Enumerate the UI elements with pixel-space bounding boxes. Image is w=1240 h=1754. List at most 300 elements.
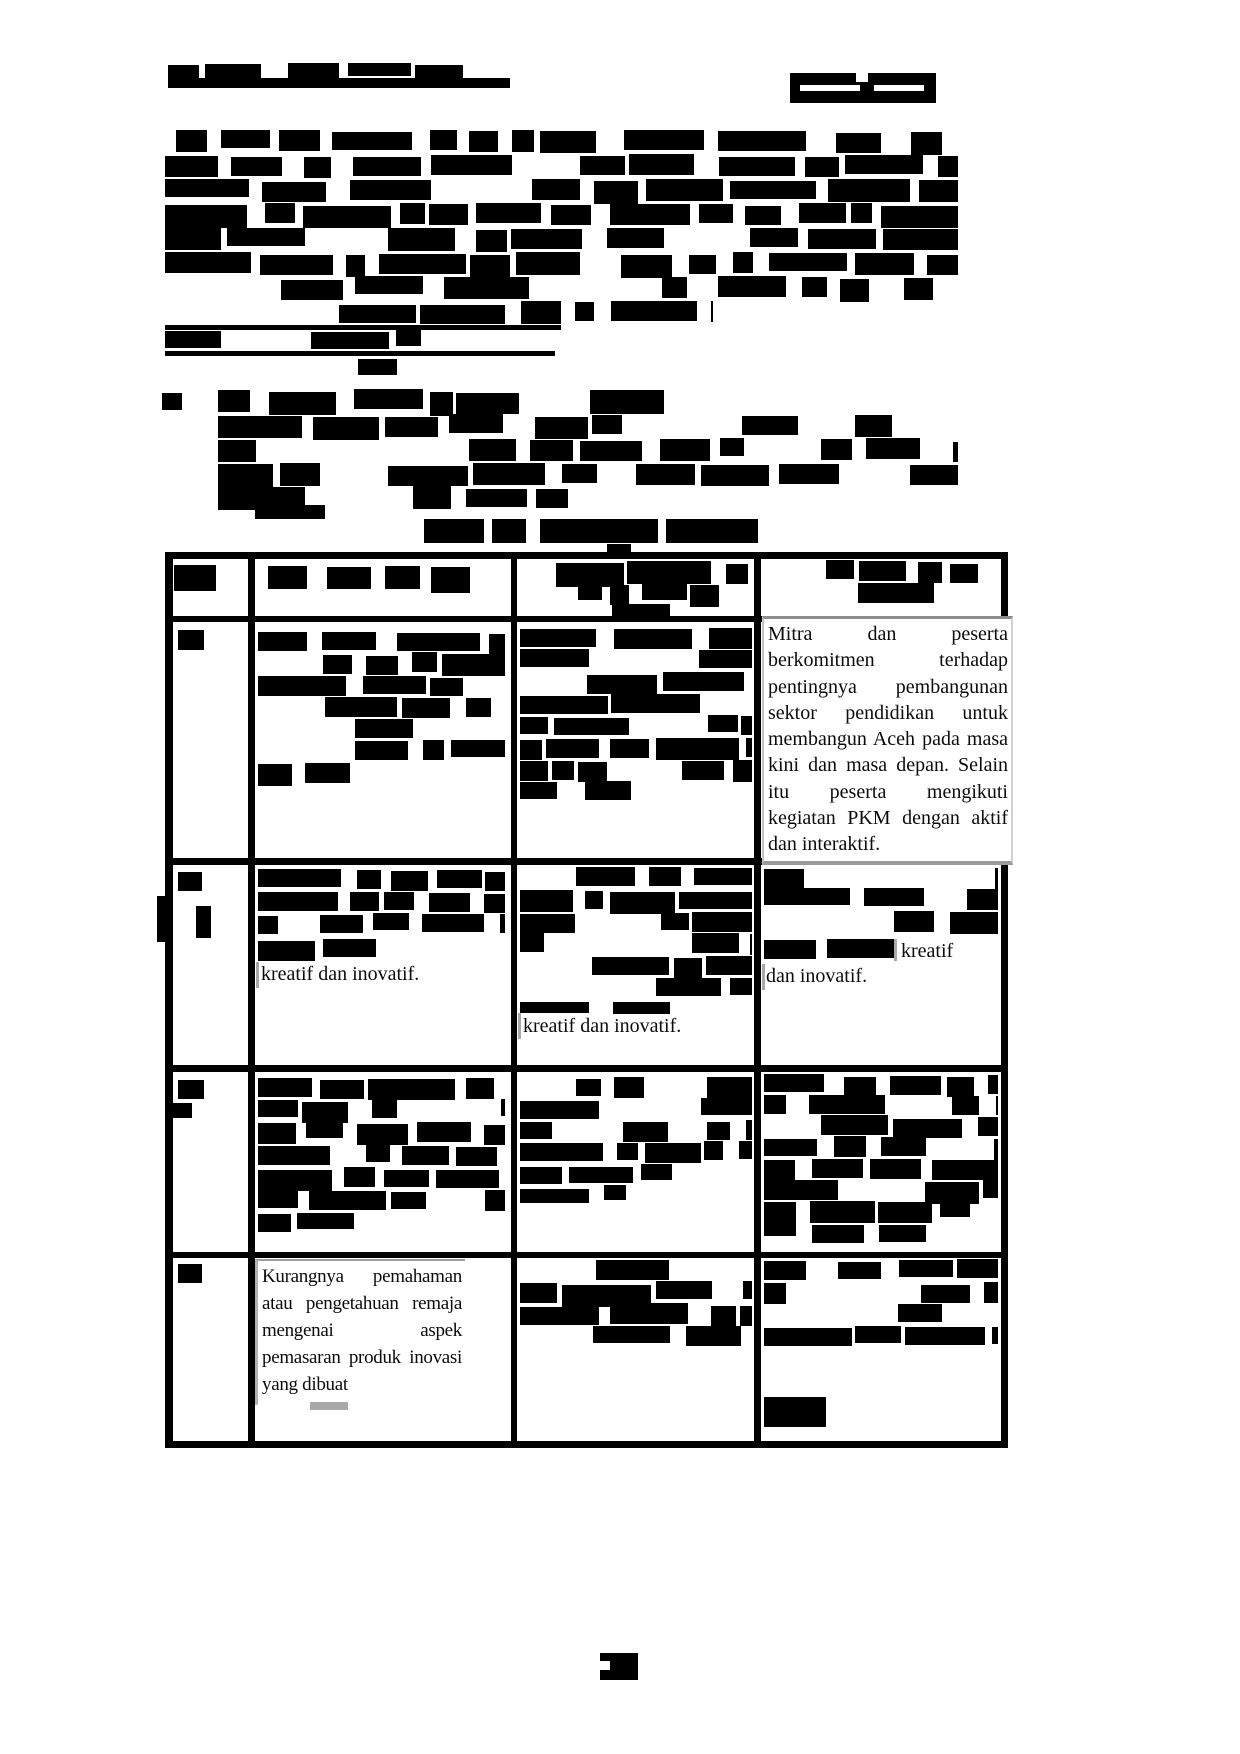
redaction-block	[810, 1201, 875, 1223]
redaction-block	[279, 130, 320, 151]
redaction-block	[205, 64, 261, 79]
redaction-block	[984, 1282, 998, 1303]
redaction-block	[327, 567, 371, 589]
redaction-block	[905, 1327, 985, 1345]
redaction-block	[355, 719, 413, 738]
table-cell-row2-col4-visible-word: kreatif	[901, 940, 954, 962]
redaction-block	[769, 253, 847, 271]
redaction-block	[764, 888, 850, 905]
redaction-block	[165, 156, 218, 177]
redaction-block	[578, 762, 607, 782]
redaction-block	[730, 181, 816, 199]
redaction-block	[520, 761, 548, 781]
redaction-block	[898, 1304, 942, 1322]
redaction-block	[258, 1123, 296, 1144]
redaction-block	[704, 1141, 723, 1160]
redaction-block	[174, 565, 216, 591]
redaction-block	[231, 157, 282, 176]
redaction-block	[385, 417, 438, 437]
redaction-block	[309, 1191, 386, 1210]
redaction-block	[844, 1077, 876, 1095]
redaction-block	[642, 583, 687, 600]
redaction-block	[607, 544, 631, 553]
redaction-block	[297, 1213, 354, 1229]
redaction-block	[580, 156, 625, 175]
redaction-block	[709, 628, 752, 649]
redaction-block	[520, 629, 596, 647]
redaction-block	[372, 1100, 397, 1118]
redaction-block	[855, 1326, 901, 1343]
redaction-block	[562, 464, 597, 483]
redaction-block	[178, 1264, 202, 1283]
redaction-block	[346, 255, 365, 277]
redaction-block	[834, 1136, 866, 1157]
redaction-block	[350, 180, 431, 200]
redaction-block	[165, 228, 221, 250]
redaction-block	[320, 1080, 364, 1099]
redaction-block	[719, 157, 795, 176]
redaction-block	[894, 911, 934, 932]
redaction-block	[750, 228, 798, 247]
redaction-block	[323, 655, 352, 674]
redaction-block	[412, 652, 437, 672]
redaction-block	[384, 892, 414, 910]
redaction-block	[489, 634, 505, 654]
redaction-block	[750, 934, 752, 955]
redaction-block	[707, 1077, 752, 1098]
redaction-block	[741, 716, 752, 735]
redaction-block	[614, 629, 692, 649]
redaction-block	[585, 781, 631, 800]
redaction-block	[740, 1306, 752, 1326]
redaction-block	[520, 1189, 589, 1203]
redaction-block	[983, 1179, 998, 1198]
redaction-block	[699, 204, 733, 223]
redaction-block	[610, 1303, 688, 1324]
redaction-block	[952, 1096, 979, 1115]
redaction-block	[456, 1147, 497, 1166]
redaction-block	[536, 489, 568, 508]
redaction-block	[614, 1077, 644, 1098]
redaction-block	[613, 1002, 670, 1014]
redaction-block	[322, 632, 376, 650]
redaction-block	[402, 1146, 449, 1165]
redaction-block	[802, 277, 827, 297]
table-cell-problem-row4: Kurangnya pemahaman atau pengetahuan remaja mengenai aspek pemasaran produk inovasi yang dibuat	[255, 1259, 465, 1405]
redaction-block	[355, 276, 423, 294]
redaction-block	[348, 63, 411, 76]
redaction-block	[357, 1124, 408, 1145]
redaction-block	[168, 78, 510, 88]
redaction-block	[855, 415, 892, 437]
redaction-block	[492, 519, 526, 543]
redaction-block	[391, 871, 428, 891]
redaction-block	[730, 978, 752, 995]
redaction-block	[430, 392, 453, 416]
redaction-block	[957, 1259, 998, 1278]
redaction-block	[950, 564, 978, 583]
redaction-block	[551, 205, 591, 225]
redaction-block	[430, 130, 457, 150]
redaction-block	[442, 654, 505, 676]
redaction-block	[366, 656, 398, 675]
redaction-block	[701, 465, 769, 486]
redaction-block	[384, 1170, 429, 1187]
redaction-block	[881, 206, 958, 228]
redaction-block	[992, 1327, 998, 1344]
redaction-block	[221, 130, 270, 148]
redaction-block	[258, 941, 315, 961]
redaction-block	[893, 1119, 962, 1138]
redaction-block	[636, 464, 695, 485]
redaction-block	[476, 203, 541, 223]
redaction-block	[611, 301, 697, 321]
redaction-block	[323, 939, 376, 957]
redaction-block	[388, 228, 455, 251]
redaction-block	[692, 933, 739, 953]
redaction-block	[995, 868, 998, 889]
redaction-block	[610, 585, 629, 605]
redaction-block	[511, 229, 582, 249]
redaction-block	[866, 438, 920, 459]
redaction-block	[546, 739, 599, 758]
redaction-block	[978, 1117, 998, 1136]
header-block-white-slit	[800, 85, 860, 91]
redaction-block	[520, 1002, 589, 1013]
redaction-block	[592, 957, 669, 975]
redaction-block	[469, 439, 516, 461]
redaction-block	[388, 466, 468, 486]
redaction-block	[663, 672, 744, 691]
redaction-block	[899, 1260, 953, 1277]
redaction-block	[532, 179, 580, 200]
redaction-block	[520, 696, 608, 714]
redaction-block	[218, 464, 273, 487]
redaction-block	[883, 229, 958, 250]
redaction-block	[828, 179, 910, 202]
redaction-block	[927, 255, 958, 275]
redaction-block	[764, 1139, 817, 1156]
redaction-block	[587, 675, 657, 694]
redaction-block	[699, 650, 752, 668]
redaction-block	[520, 1283, 557, 1303]
redaction-block	[500, 914, 505, 933]
redaction-block	[449, 414, 503, 433]
redaction-block	[255, 505, 325, 519]
redaction-block	[645, 1143, 701, 1163]
redaction-block	[469, 131, 498, 152]
redaction-block	[311, 332, 389, 349]
redaction-block	[604, 1185, 626, 1200]
redaction-block	[417, 1122, 471, 1142]
redaction-block	[701, 1098, 752, 1115]
redaction-block	[520, 782, 557, 799]
redaction-block	[711, 1306, 736, 1327]
redaction-block	[947, 1077, 974, 1097]
redaction-block	[764, 940, 816, 959]
redaction-block	[368, 1079, 455, 1100]
redaction-block	[745, 206, 781, 225]
redaction-block	[621, 255, 672, 278]
redaction-block	[303, 206, 391, 228]
redaction-block	[520, 717, 548, 734]
redaction-block	[911, 132, 942, 155]
redaction-block	[430, 678, 463, 696]
redaction-block	[855, 253, 914, 275]
redaction-block	[391, 1192, 426, 1209]
redaction-block	[578, 582, 602, 600]
redaction-block	[594, 181, 638, 204]
redaction-block	[821, 439, 852, 460]
redaction-block	[520, 933, 544, 952]
redaction-block	[165, 252, 251, 273]
redaction-block	[610, 892, 675, 914]
redaction-block	[953, 442, 958, 462]
redaction-block	[520, 914, 575, 933]
redaction-block	[611, 694, 700, 713]
redaction-block	[733, 252, 753, 273]
redaction-block	[520, 890, 573, 912]
redaction-block	[423, 740, 444, 760]
redaction-block	[779, 464, 839, 484]
redaction-block	[520, 740, 542, 760]
redaction-block	[726, 564, 748, 584]
redaction-block	[592, 415, 622, 434]
redaction-block	[363, 676, 426, 694]
redaction-block	[617, 1143, 638, 1160]
redaction-block	[686, 1326, 741, 1346]
redaction-block	[689, 255, 716, 274]
redaction-block	[718, 276, 786, 297]
redaction-block	[165, 325, 561, 330]
redaction-block	[576, 867, 635, 886]
redaction-block	[845, 155, 923, 174]
header-block-white-slit	[856, 73, 868, 82]
redaction-block	[265, 203, 295, 223]
redaction-block	[576, 1079, 601, 1096]
redaction-block	[258, 892, 338, 911]
redaction-block	[258, 764, 292, 786]
redaction-block	[422, 914, 484, 932]
redaction-block	[431, 155, 512, 175]
redaction-block	[306, 1121, 343, 1138]
redaction-block	[424, 519, 484, 543]
redaction-block	[262, 182, 326, 202]
redaction-block	[218, 390, 250, 412]
redaction-block	[281, 280, 343, 300]
redaction-block	[711, 301, 713, 322]
redaction-block	[840, 279, 869, 302]
redaction-block	[656, 978, 721, 996]
redaction-block	[165, 205, 247, 228]
redaction-block	[520, 1167, 562, 1184]
redaction-block	[799, 203, 846, 223]
redaction-block	[764, 1283, 786, 1304]
redaction-block	[666, 519, 758, 543]
redaction-block	[258, 676, 346, 696]
redaction-block	[821, 1115, 888, 1135]
redaction-block	[967, 889, 998, 910]
redaction-block	[354, 389, 423, 409]
redaction-block	[859, 561, 906, 581]
redaction-block	[590, 390, 664, 414]
redaction-block	[940, 1199, 970, 1217]
redaction-block	[258, 1100, 298, 1117]
redaction-block	[682, 761, 724, 780]
table-cell-row2-col4-visible-tail: dan inovatif.	[766, 965, 868, 987]
redaction-block	[996, 1096, 998, 1115]
redaction-block	[662, 277, 687, 298]
redaction-block	[157, 896, 173, 942]
redaction-block	[540, 131, 596, 153]
redaction-block	[396, 330, 421, 346]
redaction-block	[520, 1101, 599, 1119]
redaction-block	[413, 486, 451, 509]
redaction-block	[692, 912, 752, 932]
redaction-block	[350, 892, 379, 911]
redaction-block	[950, 912, 998, 934]
redaction-block	[521, 301, 561, 324]
redaction-block	[864, 888, 924, 906]
redaction-block	[585, 891, 603, 909]
redaction-block	[400, 203, 425, 224]
redaction-block	[269, 392, 336, 415]
redaction-block	[764, 1095, 786, 1114]
redaction-block	[485, 872, 505, 891]
page-number-notch	[600, 1661, 610, 1670]
redaction-block	[178, 872, 202, 891]
redaction-block	[809, 1095, 885, 1114]
redaction-block	[172, 1103, 192, 1118]
redaction-block	[808, 229, 876, 249]
redaction-block	[258, 1146, 330, 1165]
redaction-block	[420, 305, 505, 324]
redaction-block	[165, 179, 249, 197]
redaction-block	[353, 157, 421, 176]
redaction-block	[456, 393, 519, 414]
redaction-block	[258, 1170, 332, 1191]
redaction-block	[385, 566, 420, 589]
redaction-block	[629, 154, 694, 175]
redaction-block	[851, 203, 872, 223]
redaction-block	[739, 1141, 752, 1159]
redaction-block	[708, 715, 738, 732]
redaction-block	[919, 180, 958, 202]
redaction-block	[302, 1102, 348, 1123]
redaction-block	[258, 916, 278, 934]
redaction-block	[530, 440, 573, 461]
header-block-white-slit	[874, 85, 924, 91]
redaction-block	[165, 331, 221, 348]
redaction-block	[649, 867, 681, 886]
redaction-block	[938, 156, 958, 177]
redaction-block	[288, 63, 339, 79]
redaction-block	[196, 906, 211, 938]
redaction-block	[764, 1328, 852, 1346]
redaction-block	[280, 463, 320, 486]
redaction-block	[501, 1099, 505, 1116]
redaction-block	[339, 305, 416, 323]
redaction-block	[720, 438, 744, 456]
redaction-block	[812, 1225, 864, 1243]
redaction-block	[733, 760, 752, 782]
redaction-block	[890, 1076, 941, 1095]
redaction-block	[520, 1307, 599, 1325]
redaction-block	[580, 441, 642, 461]
redaction-block	[520, 649, 589, 667]
redaction-block	[444, 277, 529, 299]
redaction-block	[258, 1190, 298, 1208]
redaction-block	[932, 1160, 998, 1180]
redaction-block	[485, 1190, 505, 1211]
redaction-block	[746, 738, 752, 757]
redaction-block	[176, 130, 207, 152]
redaction-block	[227, 228, 305, 246]
redaction-block	[484, 1125, 505, 1145]
redaction-block	[466, 489, 527, 507]
redaction-block	[436, 1170, 499, 1188]
redaction-block	[674, 958, 702, 979]
redaction-block	[178, 630, 204, 650]
redaction-block	[484, 894, 505, 913]
redaction-block	[520, 1143, 603, 1161]
redaction-block	[355, 741, 408, 760]
redaction-block	[552, 761, 574, 780]
redaction-block	[607, 228, 664, 248]
redaction-block	[805, 157, 839, 177]
redaction-block	[679, 892, 752, 909]
redaction-block	[332, 132, 412, 150]
redaction-block	[910, 465, 958, 485]
redaction-block	[178, 1080, 204, 1099]
redaction-block	[706, 956, 752, 975]
redaction-block	[470, 255, 510, 277]
redaction-block	[304, 157, 331, 178]
redaction-block	[451, 740, 505, 757]
redaction-block	[218, 416, 302, 438]
redaction-block	[904, 278, 933, 300]
redaction-block	[627, 561, 711, 584]
redaction-block	[466, 698, 491, 717]
redaction-block	[569, 1167, 633, 1183]
redaction-block	[540, 519, 658, 543]
redaction-block	[554, 718, 629, 735]
redaction-block	[707, 1122, 730, 1140]
redaction-block	[827, 939, 894, 958]
redaction-block	[660, 439, 710, 461]
redaction-block	[764, 1221, 796, 1236]
redaction-block	[838, 1262, 881, 1279]
redaction-block	[746, 1120, 752, 1140]
redaction-block	[466, 1078, 494, 1099]
redaction-block	[610, 204, 690, 225]
redaction-block	[575, 302, 594, 321]
redaction-block	[258, 1214, 291, 1232]
redaction-block	[764, 1202, 796, 1222]
redaction-block	[429, 893, 470, 912]
redaction-block	[656, 1281, 712, 1299]
redaction-block	[473, 463, 545, 485]
redaction-block	[878, 1202, 932, 1223]
redaction-block	[593, 1326, 670, 1343]
redaction-block	[325, 697, 397, 717]
table-cell-result-row1: Mitra dan peserta berkomitmen terhadap pentingnya pembangunan sektor pendidikan untuk membangun Aceh pada masa kini dan masa depan. Selain itu peserta mengikuti kegiatan PKM dengan aktif dan interaktif.	[762, 616, 1013, 865]
redaction-block	[437, 870, 482, 888]
redaction-block	[764, 869, 804, 888]
redaction-block	[994, 1139, 998, 1160]
redaction-block	[988, 1075, 998, 1094]
redaction-block	[661, 913, 689, 930]
